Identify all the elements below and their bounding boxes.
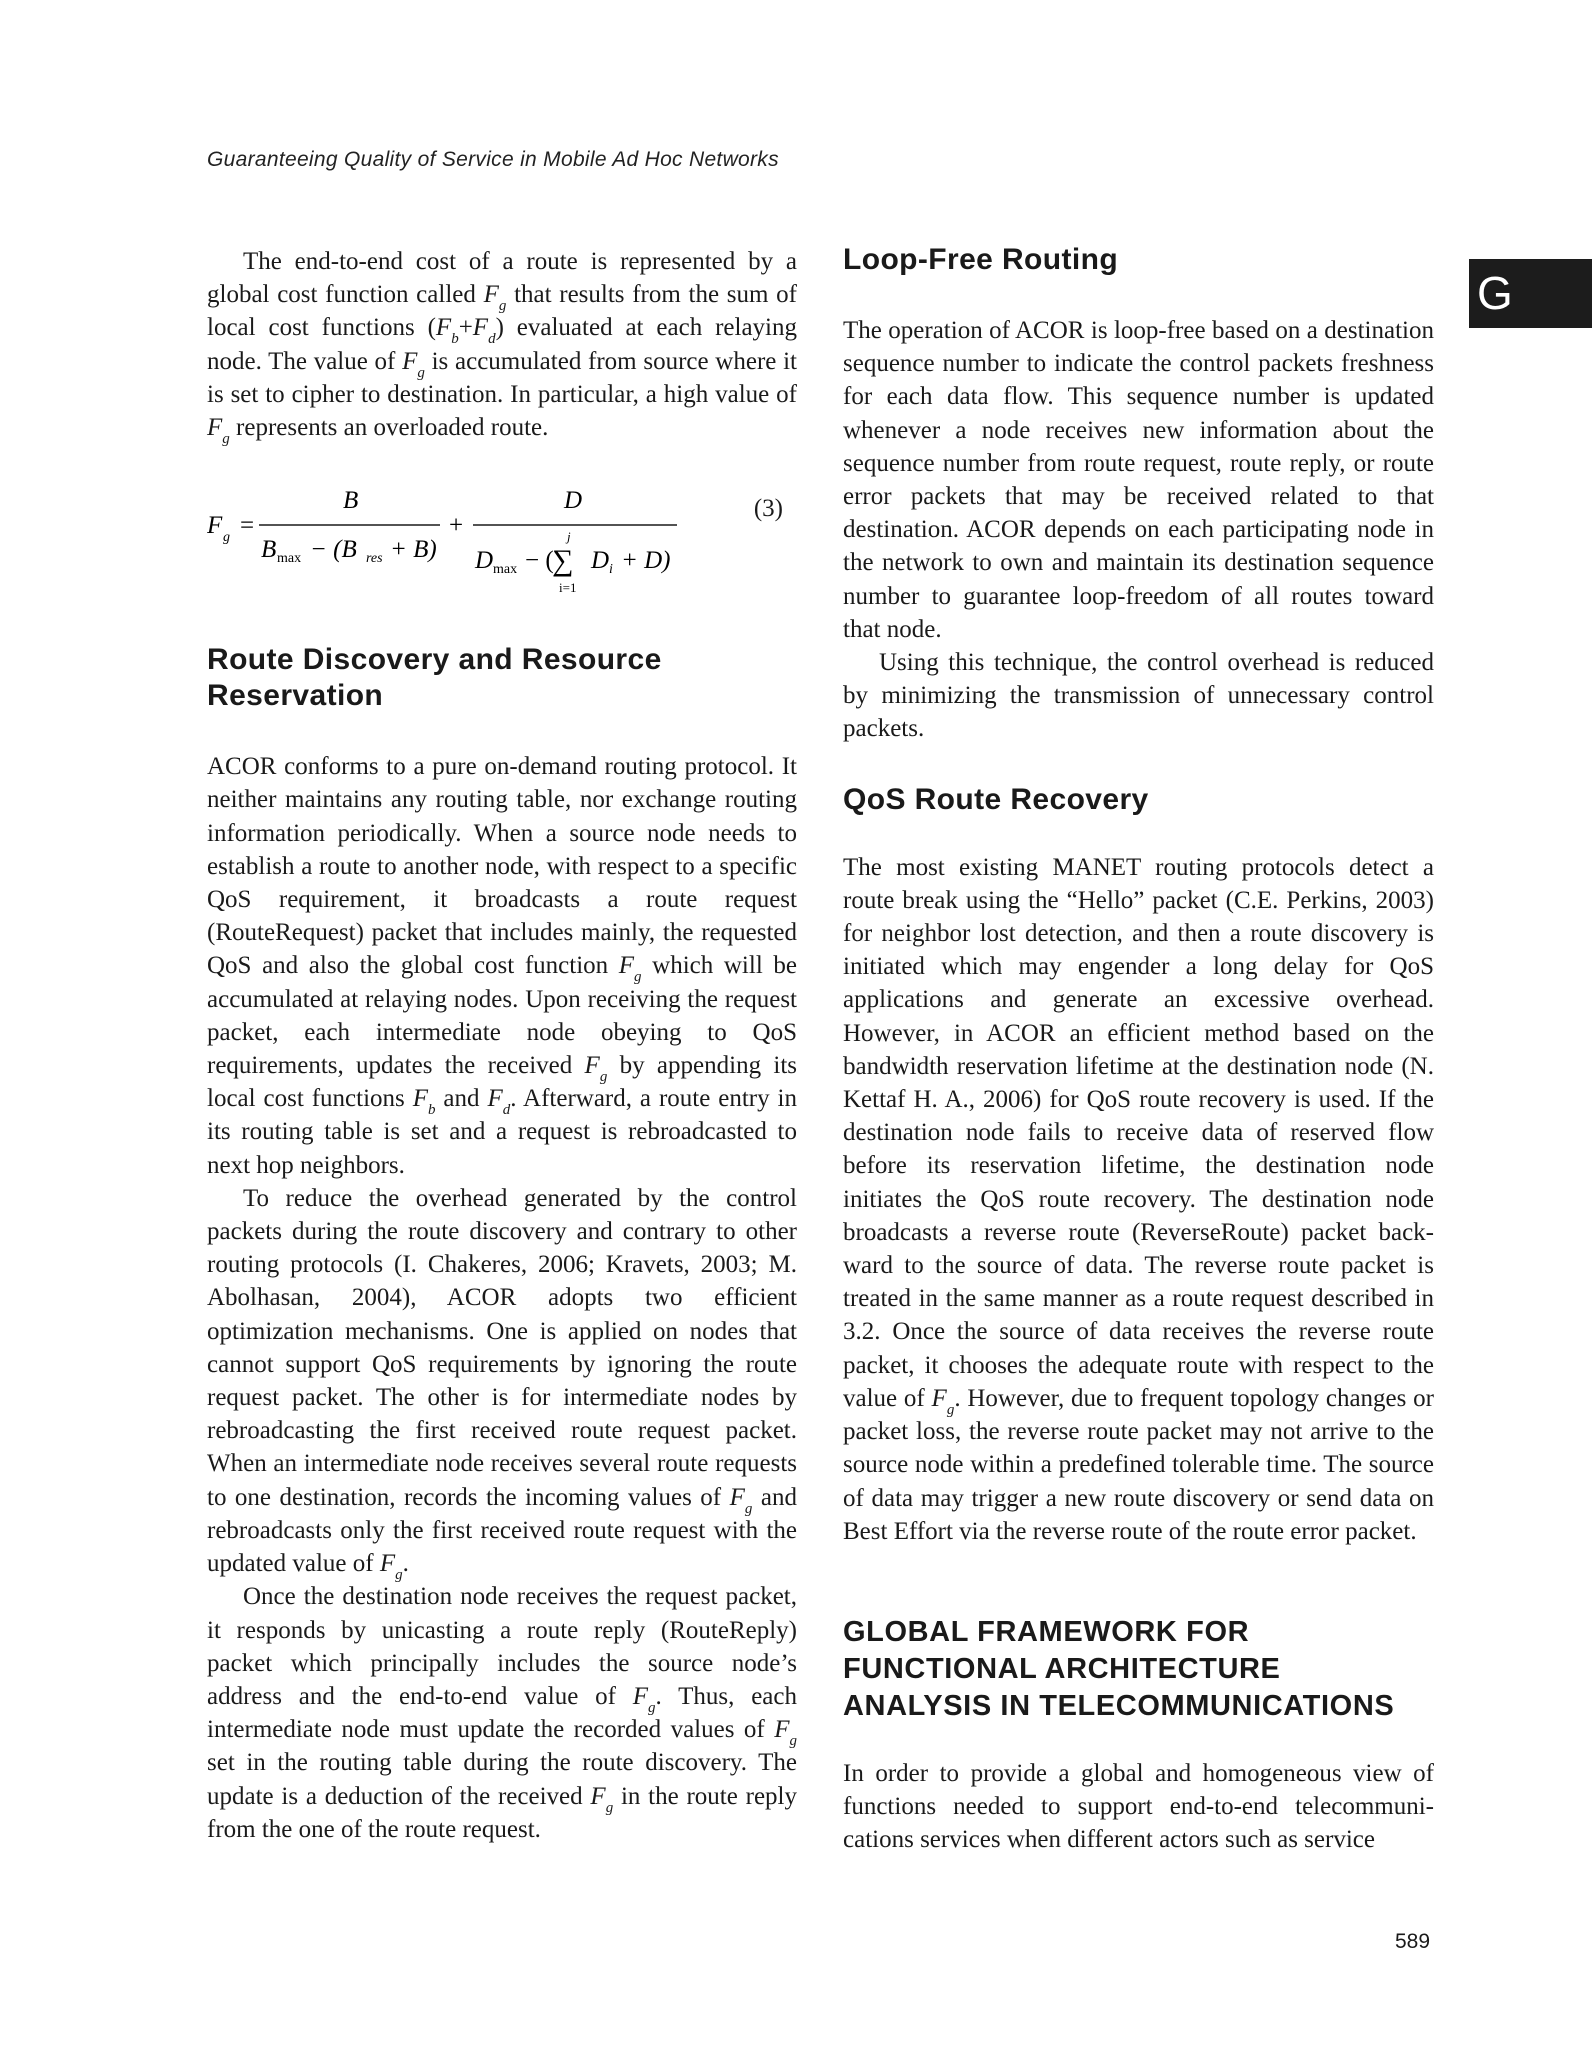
variable: F — [774, 1716, 790, 1744]
variable: F — [729, 1483, 745, 1511]
variable: F — [618, 952, 635, 980]
text-run: . Thus, each intermediate node must update the recorded values of — [207, 1682, 797, 1744]
route-discovery-paragraph-2 — [207, 1182, 797, 1584]
eq-sum-bottom: i=1 — [559, 580, 577, 596]
eq-plus: + — [449, 512, 464, 540]
route-discovery-paragraph-3 — [207, 1580, 797, 1846]
section-tab — [1469, 259, 1592, 328]
text-run: represents an overloaded route. — [229, 414, 549, 442]
text-run: . Afterward, a route entry in its routing table is set and a request is rebroadcasted to next hop neighbors. — [207, 1085, 797, 1179]
subscript: g — [744, 1500, 753, 1517]
eq-numerator-2: D — [564, 487, 583, 515]
text-run: and rebroadcasts only the first received route request with the updated value of — [207, 1483, 797, 1578]
text-run: . However, due to frequent topology changes or packet loss, the reverse route packet may not arrive to the source node within a predefined tolerable time. The source of data may trigger a new route discovery or send data on Best Effort via the reverse route of the route error packet. — [843, 1384, 1434, 1545]
eq-sum-sign: ∑ — [552, 544, 574, 578]
variable: F — [632, 1682, 649, 1710]
eq-den2-a: D — [475, 547, 494, 575]
eq-den1-b-sub: res — [366, 551, 383, 567]
eq-den1-a: B — [261, 536, 277, 564]
left-column — [207, 245, 797, 1846]
eq-den2-c-sub: i — [609, 562, 613, 578]
variable: F — [435, 314, 452, 342]
subscript: g — [605, 1799, 614, 1816]
subscript: b — [451, 331, 459, 348]
eq-numerator-1: B — [343, 487, 359, 515]
variable: F — [483, 281, 499, 309]
heading-qos-route-recovery: QoS Route Recovery — [843, 782, 1149, 816]
subscript: g — [417, 364, 425, 381]
equation-3 — [207, 470, 797, 600]
loop-free-paragraph-2: Using this technique, the control overhead is reduced by minimizing the transmission of unnecessary control packets. — [843, 649, 1434, 743]
variable: F — [584, 1052, 600, 1080]
variable: F — [402, 347, 418, 375]
subscript: d — [488, 331, 496, 348]
section-tab-letter: G — [1477, 267, 1513, 319]
right-column — [843, 242, 1434, 1857]
text-run: that results from the sum of local cost functions ( — [207, 281, 797, 342]
global-framework-paragraph: In order to provide a global and homogeneous view of functions needed to support end-to-end telecommunications services when different actors such as service — [843, 1759, 1434, 1854]
text-run: set in the routing table during the route discovery. The update is a deduction of the received — [207, 1749, 797, 1810]
text-run: which will be accumulated at relaying nodes. Upon receiving the request packet, each intermediate node obeying to QoS requirements, updates the received — [207, 952, 797, 1080]
subscript: g — [395, 1567, 403, 1584]
variable: F — [487, 1085, 503, 1113]
route-discovery-paragraph-1 — [207, 750, 797, 1182]
subscript: g — [498, 298, 507, 315]
subscript: g — [648, 1699, 656, 1716]
subscript: g — [222, 431, 230, 448]
text-run: is accumulated from source where it is set to cipher to destination. In particular, a high value of — [207, 347, 797, 408]
variable: F — [590, 1782, 606, 1810]
eq-den1-a-sub: max — [277, 551, 302, 567]
text-run: The end-to-end cost of a route is represented by a global cost function called — [207, 248, 797, 309]
eq-den2-a-sub: max — [493, 562, 518, 578]
text-run: . — [402, 1550, 409, 1578]
qos-recovery-paragraph — [843, 851, 1434, 1548]
eq-sum-top: j — [567, 529, 571, 545]
intro-paragraph — [207, 245, 797, 448]
subscript: g — [634, 969, 642, 986]
text-run: The most existing MANET routing protocols detect a route break using the “Hello” packet (C.E. Perkins, 2003) for neighbor lost detection, and then a route discovery is initiated which may engender a long delay for QoS applications and generate an excessive overhead. However, in ACOR an efficient method based on the bandwidth reservation lifetime at the destination node (N. Kettaf H. A., 2006) for QoS route recovery is used. If the destination node fails to receive data of reserved flow before its reservation lifetime, the destination node initiates the QoS route recovery. The destination node broadcasts a reverse route (ReverseRoute) packet backward to the source of data. The reverse route packet is treated in the same manner as a route request described in 3.2. Once the source of data receives the reverse route packet, it chooses the adequate route with respect to the value of — [843, 853, 1434, 1412]
variable: F — [412, 1085, 428, 1113]
subscript: d — [502, 1102, 511, 1119]
loop-free-paragraph-1: The operation of ACOR is loop-free based on a destination sequence number to indicate the control packets freshness for each data flow. This sequence number is updated whenever a node receives new information about the sequence number from route request, route reply, or route error packets that may be received related to that destination. ACOR depends on each participating node in the network to own and maintain its destination sequence number to guarantee loop-freedom of all routes toward that node. — [843, 317, 1434, 643]
text-run: Once the destination node receives the request packet, it responds by unicasting a route reply (RouteReply) packet which principally includes the source node’s address and the end-to-end value of — [207, 1583, 797, 1710]
running-head: Guaranteeing Quality of Service in Mobile Ad Hoc Networks — [207, 148, 779, 171]
subscript: g — [946, 1401, 955, 1418]
text-run: ) evaluated at each relaying node. The value of — [207, 314, 797, 375]
heading-loop-free-routing: Loop-Free Routing — [843, 243, 1119, 276]
eq-den2-b: − ( — [525, 547, 554, 575]
variable: F — [472, 314, 489, 342]
subscript: b — [427, 1102, 436, 1119]
variable: F — [931, 1384, 947, 1412]
equation-number: (3) — [753, 495, 783, 523]
operator: + — [458, 314, 473, 342]
eq-equals: = — [240, 512, 255, 540]
eq-den2-d: + D) — [621, 547, 671, 575]
variable: F — [379, 1550, 396, 1578]
subscript: g — [599, 1069, 608, 1086]
text-run: To reduce the overhead generated by the control packets during the route discovery and contrary to other routing protocols (I. Chakeres, 2006; Kravets, 2003; M. Abolhasan, 2004), ACOR adopts two efficient optimization mechanisms. One is applied on nodes that cannot support QoS requirements by ignoring the route request packet. The other is for intermediate nodes by rebroadcasting the first received route request packet. When an intermediate node receives several route requests to one destination, records the incoming values of — [207, 1184, 797, 1511]
eq-lhs: F — [207, 512, 223, 540]
text-run: ACOR conforms to a pure on-demand routing protocol. It neither maintains any routing table, nor exchange routing information periodically. When a source node needs to establish a route to another node, with respect to a specific QoS requirement, it broadcasts a route request (RouteRequest) packet that includes mainly, the requested QoS and also the global cost function — [207, 753, 797, 980]
heading-route-discovery: Route Discovery and Resource Reservation — [207, 643, 662, 713]
text-run: and — [435, 1085, 488, 1113]
text-run: in the route reply from the one of the route request. — [207, 1782, 797, 1843]
equation-graphic — [207, 470, 797, 600]
eq-den1-b: − (B — [310, 536, 357, 564]
eq-den1-c: + B) — [390, 536, 437, 564]
heading-global-framework: GLOBAL FRAMEWORK FOR FUNCTIONAL ARCHITECTURE ANALYSIS IN TELECOMMUNICATIONS — [843, 1615, 1395, 1722]
text-run: by appending its local cost functions — [207, 1052, 797, 1113]
eq-den2-c: D — [591, 547, 610, 575]
page-number: 589 — [1395, 1930, 1431, 1953]
subscript: g — [789, 1733, 797, 1750]
eq-lhs-sub: g — [223, 530, 230, 546]
variable: F — [207, 414, 223, 442]
